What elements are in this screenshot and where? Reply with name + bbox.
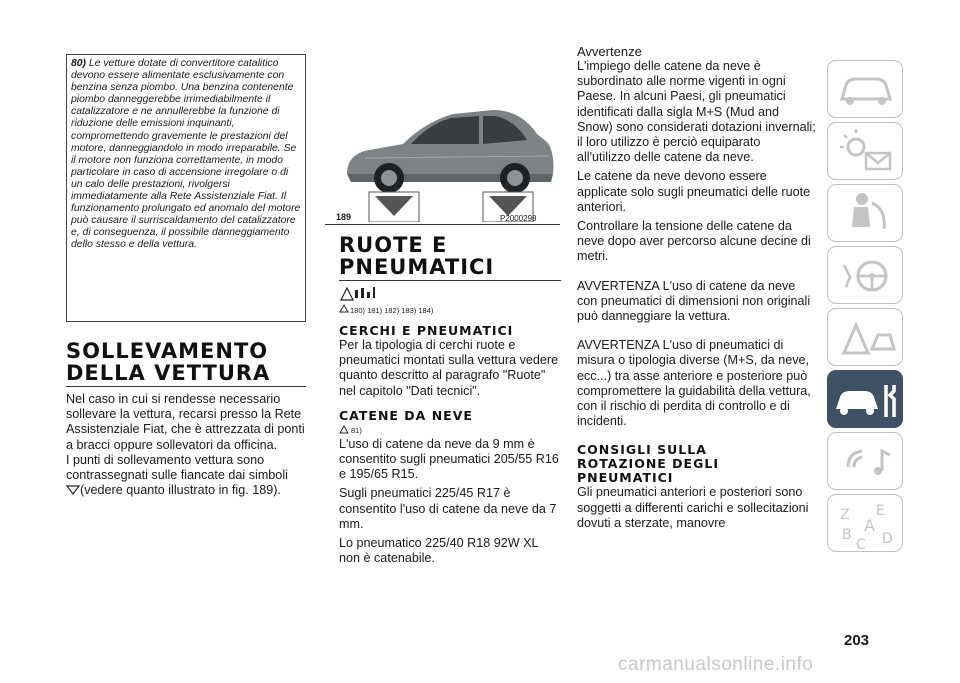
figure-code: P2000298	[500, 214, 537, 223]
tab-index[interactable]	[827, 494, 903, 552]
section-title-consigli	[577, 443, 817, 485]
sollevamento-body	[66, 392, 306, 498]
tab-car-maintenance[interactable]	[827, 370, 903, 428]
title-line: CONSIGLI SULLA	[577, 442, 707, 458]
warning-refs: 180) 181) 182) 183) 184)	[350, 306, 434, 315]
subsection-title: Avvertenze	[577, 44, 642, 59]
paragraph: Controllare la tensione delle catene da neve dopo aver percorso alcune decine di metri.	[577, 219, 811, 264]
svg-text:D: D	[882, 531, 893, 547]
divider	[339, 280, 561, 281]
emergency-icon	[828, 309, 904, 367]
warning-triangle-icon	[339, 425, 349, 434]
title-line: SOLLEVAMENTO	[66, 339, 269, 363]
warning-ref: 81)	[351, 425, 362, 435]
tab-warning-lights[interactable]	[827, 122, 903, 180]
ref-row	[339, 423, 561, 437]
paragraph: Per la tipologia di cerchi ruote e pneumatici montati sulla vettura vedere quanto descritto al paragrafo "Ruote" nel capitolo "Dati tecnici".	[339, 338, 559, 398]
avvertenze-body	[577, 44, 817, 531]
tab-multimedia[interactable]	[827, 432, 903, 490]
paragraph: L'impiego delle catene da neve è subordinato alle norme vigenti in ogni Paese. In alcuni Paesi, gli pneumatici identificati dalla sigla M+S (Mud and Snow) sono considerati dotazioni invernali; il loro utilizzo è perciò equiparato all'utilizzo delle catene da neve.	[577, 59, 816, 165]
paragraph: Nel caso in cui si rendesse necessario sollevare la vettura, recarsi presso la Rete Assistenziale Fiat, che è attrezzata di ponti a bracci oppure sollevatori da officina.	[66, 392, 305, 452]
warning-lights-icon	[828, 123, 904, 181]
section-title-ruote	[339, 234, 561, 278]
svg-text:E: E	[876, 503, 885, 519]
divider	[66, 386, 306, 387]
warning-box	[66, 54, 306, 322]
paragraph: L'uso di catene da neve da 9 mm è consentito sugli pneumatici 205/55 R16 e 195/65 R15.	[339, 436, 559, 482]
title-line: RUOTE E	[339, 233, 448, 257]
tab-steering[interactable]	[827, 246, 903, 304]
subsection-title: CERCHI E PNEUMATICI	[339, 323, 514, 338]
warning-triangle-icon	[339, 304, 349, 313]
tab-emergency[interactable]	[827, 308, 903, 366]
subsection-title: CATENE DA NEVE	[339, 407, 473, 423]
car-maintenance-icon	[828, 371, 904, 429]
warning-number: 80)	[71, 58, 87, 69]
multimedia-icon	[828, 433, 904, 491]
paragraph	[66, 453, 306, 499]
wrench-warning-icon	[339, 284, 379, 306]
paragraph: Le catene da neve devono essere applicate solo sugli pneumatici delle ruote anteriori.	[577, 169, 811, 214]
title-line: DELLA VETTURA	[66, 361, 271, 385]
title-line: PNEUMATICI	[339, 255, 495, 279]
ruote-body	[339, 324, 561, 566]
lift-point-triangle-icon	[66, 485, 80, 495]
seat-safety-icon	[828, 185, 904, 243]
sedan-illustration	[347, 110, 553, 193]
figure-divider	[325, 224, 560, 225]
warning-paragraph: AVVERTENZA L'uso di pneumatici di misura o tipologia diverse (M+S, da neve, ecc...) tra asse anteriore e posteriore può compromettere la guidabilità della vettura, con il rischio di perdita di controllo e di incidenti.	[577, 338, 811, 429]
svg-text:Z: Z	[840, 507, 850, 523]
watermark: carmanualsonline.info	[618, 654, 814, 675]
section-title-sollevamento	[66, 340, 306, 384]
index-icon	[828, 495, 904, 553]
svg-text:B: B	[842, 527, 852, 543]
paragraph: Gli pneumatici anteriori e posteriori sono soggetti a differenti carichi e sollecitazioni dovuti a sterzate, manovre	[577, 485, 809, 530]
svg-text:C: C	[856, 537, 866, 553]
paragraph-end: (vedere quanto illustrato in fig. 189).	[80, 483, 281, 498]
title-line: ROTAZIONE DEGLI	[577, 456, 719, 472]
car-lift-figure	[325, 62, 560, 222]
svg-text:A: A	[864, 516, 875, 535]
paragraph-start: I punti di sollevamento vettura sono contrassegnati sulle fiancate dai simboli	[66, 452, 288, 483]
tab-car-dashboard[interactable]	[827, 60, 903, 118]
warning-text: Le vetture dotate di convertitore catalitico devono essere alimentate esclusivamente con benzina senza piombo. Una benzina contenente piombo danneggerebbe irrimediabilmente il catalizzatore e ne annullerebbe la funzione di riduzione delle emissioni inquinanti, compromettendo gravemente le prestazioni del motore, danneggiandolo in modo irreparabile. Se il motore non funziona correttamente, in modo particolare in caso di accensione irregolare o di un calo delle prestazioni, rivolgersi immediatamente alla Rete Assistenziale Fiat. Il funzionamento prolungato ed anomalo del motore può causare il surriscaldamento del catalizzatore e, di conseguenza, il possibile danneggiamento dello stesso e della vettura.	[71, 58, 301, 251]
page-number: 203	[844, 632, 870, 649]
tab-seat-safety[interactable]	[827, 184, 903, 242]
car-dashboard-icon	[828, 61, 904, 119]
title-line: PNEUMATICI	[577, 470, 674, 486]
figure-number: 189	[336, 212, 352, 222]
warning-paragraph: AVVERTENZA L'uso di catene da neve con pneumatici di dimensioni non originali può danneggiare la vettura.	[577, 278, 811, 324]
paragraph: Sugli pneumatici 225/45 R17 è consentito l'uso di catene da neve da 7 mm.	[339, 486, 557, 531]
paragraph: Lo pneumatico 225/40 R18 92W XL non è catenabile.	[339, 536, 539, 566]
steering-wheel-icon	[828, 247, 904, 305]
